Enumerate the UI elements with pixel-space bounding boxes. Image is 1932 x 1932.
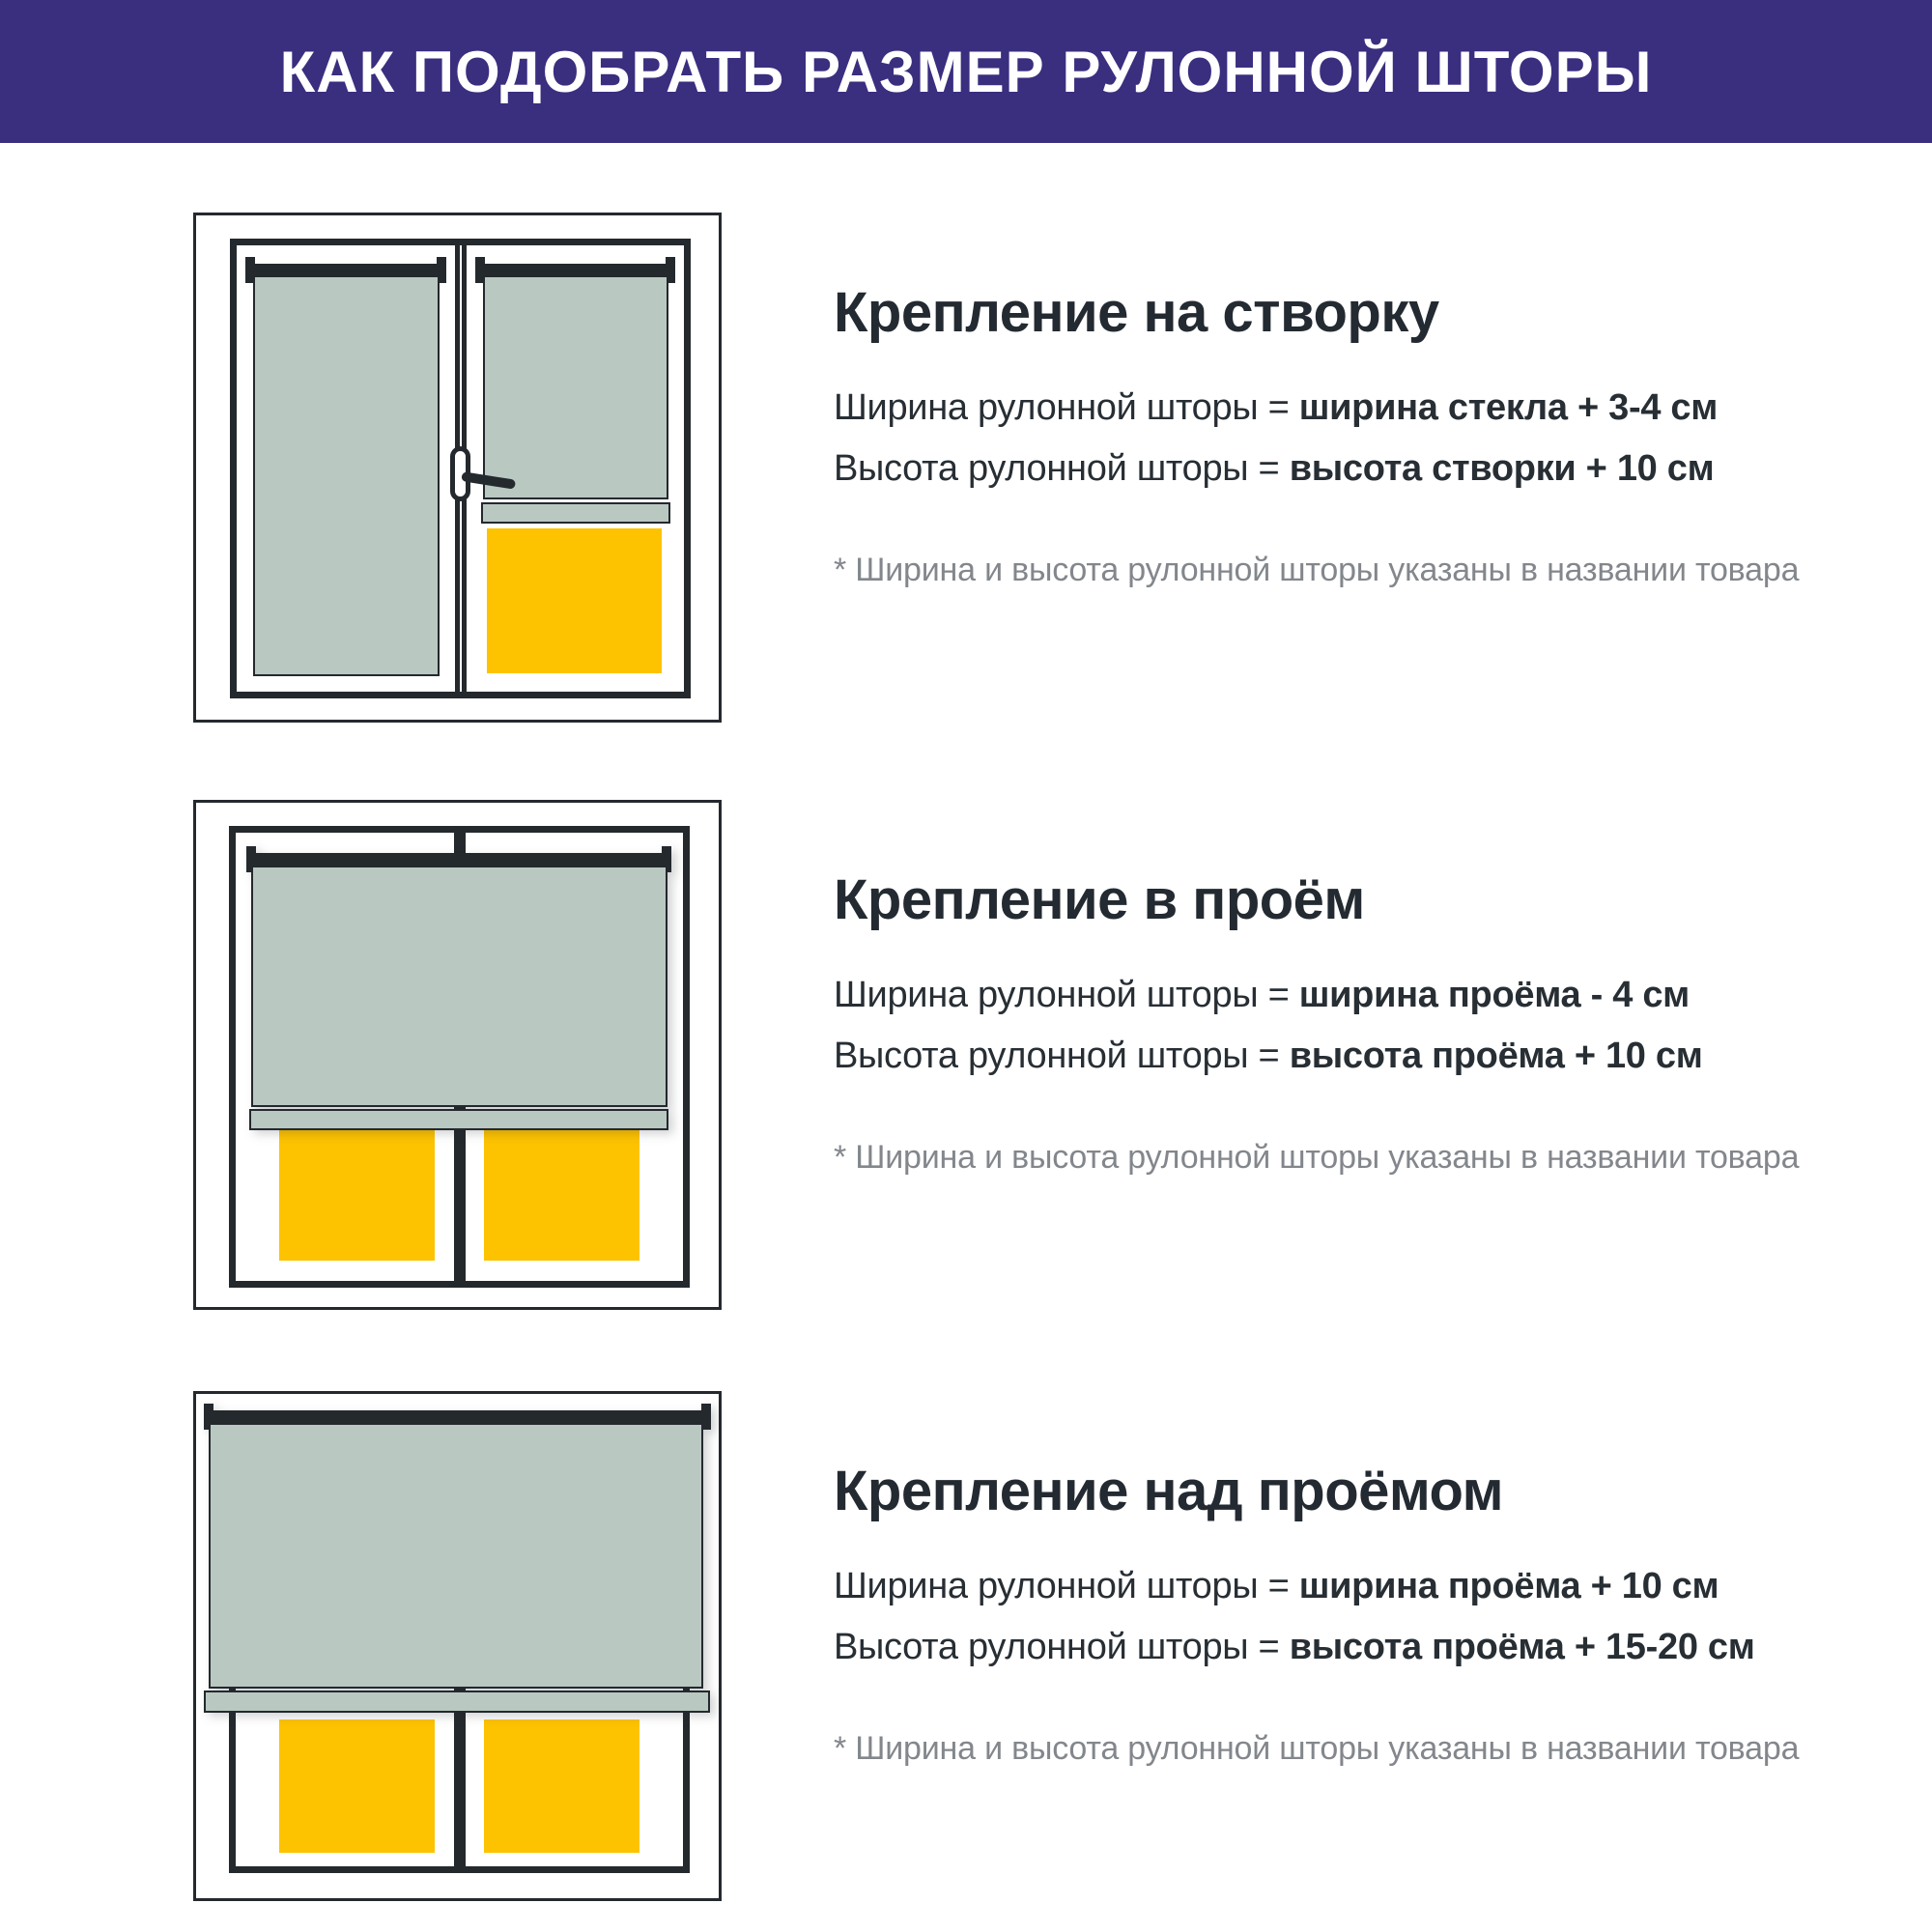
section-mount-on-sash — [0, 213, 1932, 734]
height-formula-value: высота створки + 10 см — [1289, 448, 1715, 489]
section-heading: Крепление в проём — [834, 868, 1365, 931]
section-mount-in-opening — [0, 800, 1932, 1321]
width-formula-label: Ширина рулонной шторы = — [834, 1566, 1299, 1606]
window-wall — [193, 800, 722, 1310]
blind-fabric — [251, 866, 668, 1107]
blind-hem-bar — [204, 1690, 710, 1713]
height-formula — [834, 448, 1714, 490]
glass-sunlight — [487, 528, 663, 673]
window-sash-left — [237, 245, 455, 692]
width-formula — [834, 387, 1718, 429]
section-footnote: * Ширина и высота рулонной шторы указаны в названии товара — [834, 1139, 1800, 1176]
diagram-blind-in-opening — [193, 800, 722, 1310]
section-footnote: * Ширина и высота рулонной шторы указаны в названии товара — [834, 1730, 1800, 1767]
height-formula-label: Высота рулонной шторы = — [834, 448, 1290, 489]
page-header — [0, 0, 1932, 143]
width-formula-value: ширина стекла + 3-4 см — [1298, 387, 1719, 428]
width-formula-value: ширина проёма - 4 см — [1298, 975, 1690, 1015]
diagram-blind-above-opening — [193, 1391, 722, 1901]
height-formula — [834, 1627, 1755, 1668]
blind-bar — [249, 853, 668, 866]
blind-fabric — [253, 275, 440, 676]
window-handle — [450, 446, 537, 519]
glass-sunlight-left — [279, 1129, 435, 1261]
section-heading: Крепление над проёмом — [834, 1460, 1504, 1522]
width-formula-label: Ширина рулонной шторы = — [834, 975, 1299, 1015]
diagram-blind-on-sash — [193, 213, 722, 723]
width-formula-label: Ширина рулонной шторы = — [834, 387, 1299, 428]
height-formula-label: Высота рулонной шторы = — [834, 1627, 1290, 1667]
section-heading: Крепление на створку — [834, 281, 1439, 344]
page-title: КАК ПОДОБРАТЬ РАЗМЕР РУЛОННОЙ ШТОРЫ — [279, 39, 1653, 104]
section-footnote: * Ширина и высота рулонной шторы указаны в названии товара — [834, 552, 1800, 588]
window-wall — [193, 1391, 722, 1901]
section-text — [834, 1391, 1877, 1913]
roller-blind — [249, 853, 668, 1143]
roller-blind — [207, 1410, 708, 1729]
width-formula-value: ширина проёма + 10 см — [1298, 1566, 1719, 1606]
height-formula-value: высота проёма + 15-20 см — [1289, 1627, 1755, 1667]
blind-hem-bar — [249, 1109, 668, 1130]
height-formula-label: Высота рулонной шторы = — [834, 1036, 1290, 1076]
section-text — [834, 213, 1877, 734]
glass-sunlight-right — [484, 1129, 639, 1261]
width-formula — [834, 975, 1690, 1016]
blind-bar — [207, 1410, 708, 1423]
section-mount-above-opening — [0, 1391, 1932, 1913]
blind-fabric — [209, 1423, 703, 1689]
window-frame — [229, 826, 690, 1288]
window-frame — [230, 239, 691, 698]
glass-sunlight-left — [279, 1719, 435, 1853]
window-wall — [193, 213, 722, 723]
glass-sunlight-right — [484, 1719, 639, 1853]
height-formula-value: высота проёма + 10 см — [1289, 1036, 1703, 1076]
height-formula — [834, 1036, 1703, 1077]
width-formula — [834, 1566, 1719, 1607]
section-text — [834, 800, 1877, 1321]
